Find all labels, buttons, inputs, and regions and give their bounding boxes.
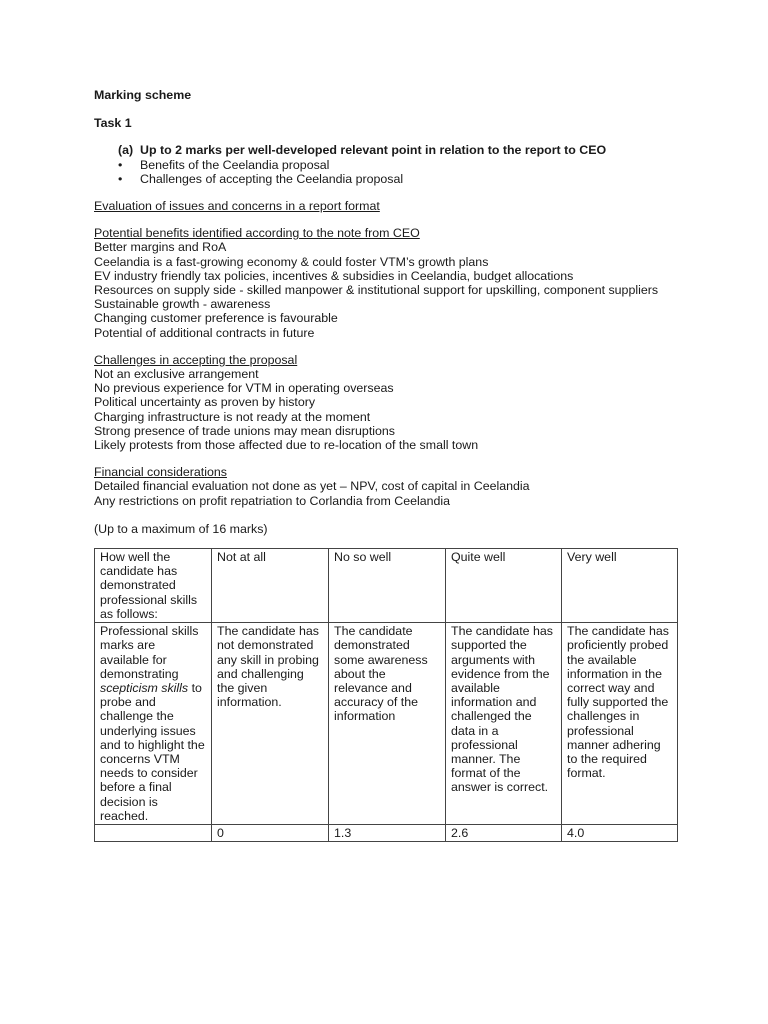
question-label: (a) xyxy=(118,143,134,158)
table-header-cell: Quite well xyxy=(446,549,562,623)
document-page xyxy=(94,88,684,842)
evaluation-heading: Evaluation of issues and concerns in a report format xyxy=(94,199,380,214)
table-cell xyxy=(95,623,212,825)
benefit-line: Resources on supply side - skilled manpower & institutional support for upskilling, component suppliers xyxy=(94,283,659,298)
benefits-section xyxy=(94,226,684,340)
table-cell: The candidate has not demonstrated any skill in probing and challenging the given information. xyxy=(212,623,329,825)
benefit-line: Potential of additional contracts in future xyxy=(94,325,315,340)
question-a xyxy=(94,143,684,157)
bullet-item: • Benefits of the Ceelandia proposal xyxy=(118,158,684,172)
bullet-item: • Challenges of accepting the Ceelandia proposal xyxy=(118,172,684,186)
table-cell: 0 xyxy=(212,824,329,841)
table-header-cell: How well the candidate has demonstrated professional skills as follows: xyxy=(95,549,212,623)
table-cell: 1.3 xyxy=(329,824,446,841)
table-header-row xyxy=(95,549,678,623)
max-marks-note: (Up to a maximum of 16 marks) xyxy=(94,521,268,536)
question-text: Up to 2 marks per well-developed relevant point in relation to the report to CEO xyxy=(140,143,607,158)
benefit-line: Sustainable growth - awareness xyxy=(94,297,271,312)
benefits-heading: Potential benefits identified according to the note from CEO xyxy=(94,226,420,241)
challenge-line: No previous experience for VTM in operating overseas xyxy=(94,381,394,396)
cell-text: Professional skills marks are available for demonstrating xyxy=(100,624,199,681)
benefit-line: Better margins and RoA xyxy=(94,240,227,255)
table-cell: The candidate demonstrated some awareness about the relevance and accuracy of the information xyxy=(329,623,446,825)
financial-line: Any restrictions on profit repatriation to Corlandia from Ceelandia xyxy=(94,493,451,508)
question-bullets xyxy=(94,158,684,186)
table-cell: 4.0 xyxy=(562,824,678,841)
document-title: Marking scheme xyxy=(94,88,192,102)
benefit-line: Changing customer preference is favourable xyxy=(94,311,338,326)
challenge-line: Likely protests from those affected due to re-location of the small town xyxy=(94,438,479,453)
table-cell: The candidate has proficiently probed the available information in the correct way and fully supported the challenges in professional manner adhering to the required format. xyxy=(562,623,678,825)
table-row xyxy=(95,623,678,825)
cell-italic-text: scepticism skills xyxy=(100,680,189,695)
table-cell xyxy=(95,824,212,841)
table-cell: The candidate has supported the arguments with evidence from the available information and challenged the data in a professional manner. The format of the answer is correct. xyxy=(446,623,562,825)
challenge-line: Strong presence of trade unions may mean disruptions xyxy=(94,423,395,438)
professional-skills-table xyxy=(94,548,678,842)
task-heading: Task 1 xyxy=(94,116,132,131)
table-header-cell: No so well xyxy=(329,549,446,623)
evaluation-section xyxy=(94,199,684,213)
challenges-section xyxy=(94,353,684,452)
financial-line: Detailed financial evaluation not done as yet – NPV, cost of capital in Ceelandia xyxy=(94,479,530,494)
table-cell: 2.6 xyxy=(446,824,562,841)
table-marks-row xyxy=(95,824,678,841)
financial-heading: Financial considerations xyxy=(94,465,227,480)
table-header-cell: Not at all xyxy=(212,549,329,623)
table-header-cell: Very well xyxy=(562,549,678,623)
challenge-line: Charging infrastructure is not ready at the moment xyxy=(94,409,371,424)
challenge-line: Political uncertainty as proven by history xyxy=(94,395,316,410)
cell-text: to probe and challenge the underlying issues and to highlight the concerns VTM needs to consider before a final decision is reached. xyxy=(100,680,205,823)
challenge-line: Not an exclusive arrangement xyxy=(94,367,259,382)
challenges-heading: Challenges in accepting the proposal xyxy=(94,352,298,367)
financial-section xyxy=(94,465,684,508)
benefit-line: EV industry friendly tax policies, incentives & subsidies in Ceelandia, budget allocations xyxy=(94,268,574,283)
benefit-line: Ceelandia is a fast-growing economy & could foster VTM’s growth plans xyxy=(94,254,489,269)
